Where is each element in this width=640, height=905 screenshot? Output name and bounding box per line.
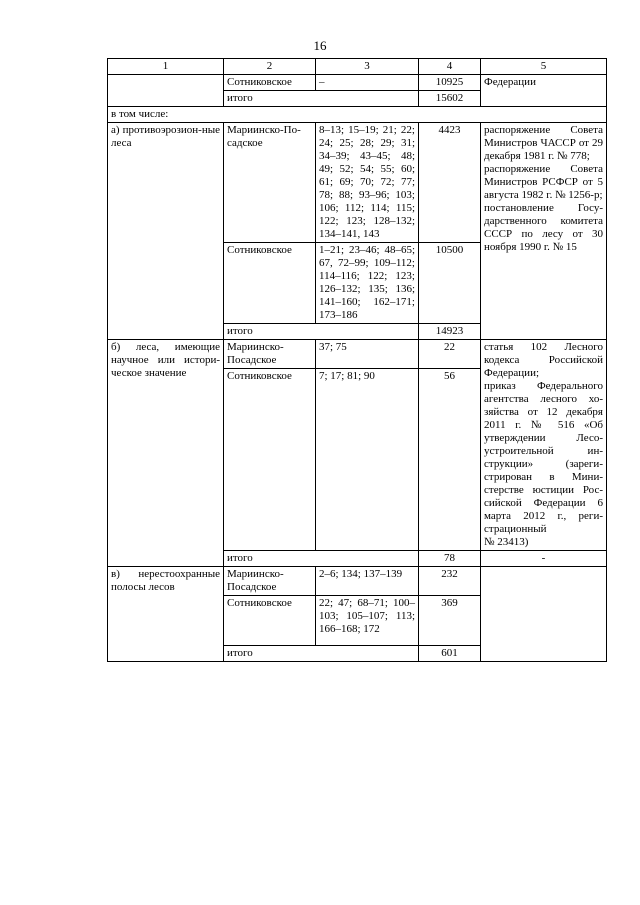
total-value: 14923	[419, 324, 481, 340]
category-label: а) противоэрозион-ные леса	[108, 123, 224, 340]
area-cell: 232	[419, 567, 481, 596]
empty-cell	[316, 107, 419, 123]
total-label: итого	[224, 91, 419, 107]
column-header: 1	[108, 59, 224, 75]
locality-cell: Мариинско-Посадское	[224, 567, 316, 596]
table-row	[108, 75, 607, 91]
including-label: в том числе:	[108, 107, 224, 123]
category-label: в) нерестоохранные полосы лесов	[108, 567, 224, 662]
empty-cell	[224, 107, 316, 123]
total-label: итого	[224, 646, 419, 662]
forest-table	[107, 58, 607, 662]
locality-cell: Мариинско-Посадское	[224, 340, 316, 369]
area-cell: 4423	[419, 123, 481, 243]
blocks-cell: 2–6; 134; 137–139	[316, 567, 419, 596]
empty-cell	[108, 75, 224, 91]
blocks-cell: 8–13; 15–19; 21; 22; 24; 25; 28; 29; 31; 34–39; 43–45; 48; 49; 52; 54; 55; 60; 61; 69; 70; 72; 77; 78; 88; 93–96; 103; 106; 112; 114; 115; 122; 123; 128–132; 134–141, 143	[316, 123, 419, 243]
empty-cell	[108, 91, 224, 107]
category-label: б) леса, имеющие научное или истори-ческое значение	[108, 340, 224, 567]
area-cell: 56	[419, 369, 481, 551]
blocks-cell: 1–21; 23–46; 48–65; 67, 72–99; 109–112; 114–116; 122; 123; 126–132; 135; 136; 141–160; 162–171; 173–186	[316, 243, 419, 324]
column-header: 3	[316, 59, 419, 75]
blocks-cell: 7; 17; 81; 90	[316, 369, 419, 551]
column-header: 5	[481, 59, 607, 75]
blocks-cell: 37; 75	[316, 340, 419, 369]
page-number: 16	[313, 38, 327, 53]
basis-cell: -	[481, 551, 607, 567]
table-row	[108, 567, 607, 596]
area-cell: 369	[419, 596, 481, 646]
table-row	[108, 123, 607, 243]
empty-cell	[481, 646, 607, 662]
locality-cell: Сотниковское	[224, 369, 316, 551]
total-label: итого	[224, 551, 419, 567]
locality-cell: Сотниковское	[224, 596, 316, 646]
basis-cell: распоряжение Совета Министров ЧАССР от 29 декабря 1981 г. № 778; распоряжение Совета Министров РСФСР от 5 августа 1982 г. № 1256-р; постановление Госу-дарственного комитета СССР по лесу от 30 ноября 1990 г. № 15	[481, 123, 607, 340]
empty-cell	[481, 596, 607, 646]
locality-cell: Мариинско-По-садское	[224, 123, 316, 243]
total-value: 78	[419, 551, 481, 567]
locality-cell: Сотниковское	[224, 243, 316, 324]
area-cell: 22	[419, 340, 481, 369]
empty-cell	[419, 107, 481, 123]
column-header: 4	[419, 59, 481, 75]
blocks-cell: –	[316, 75, 419, 91]
empty-cell	[481, 107, 607, 123]
empty-cell	[481, 567, 607, 596]
column-header: 2	[224, 59, 316, 75]
basis-cell: Федерации	[481, 75, 607, 107]
locality-cell: Сотниковское	[224, 75, 316, 91]
area-cell: 10500	[419, 243, 481, 324]
total-value: 15602	[419, 91, 481, 107]
basis-cell: статья 102 Лесного кодекса Российской Федерации; приказ Федерального агентства лесного хо-зяйства от 12 декабря 2011 г. № 516 «Об утверждении Лесо-устроительной ин-струкции» (зареги-стрирован в Мини-стерстве юстиции Рос-сийской Федерации 6 марта 2012 г., реги-страционный № 23413)	[481, 340, 607, 551]
total-label: итого	[224, 324, 419, 340]
area-cell: 10925	[419, 75, 481, 91]
table-row	[108, 340, 607, 369]
table-header-row	[108, 59, 607, 75]
total-value: 601	[419, 646, 481, 662]
blocks-cell: 22; 47; 68–71; 100–103; 105–107; 113; 166–168; 172	[316, 596, 419, 646]
table-row	[108, 107, 607, 123]
